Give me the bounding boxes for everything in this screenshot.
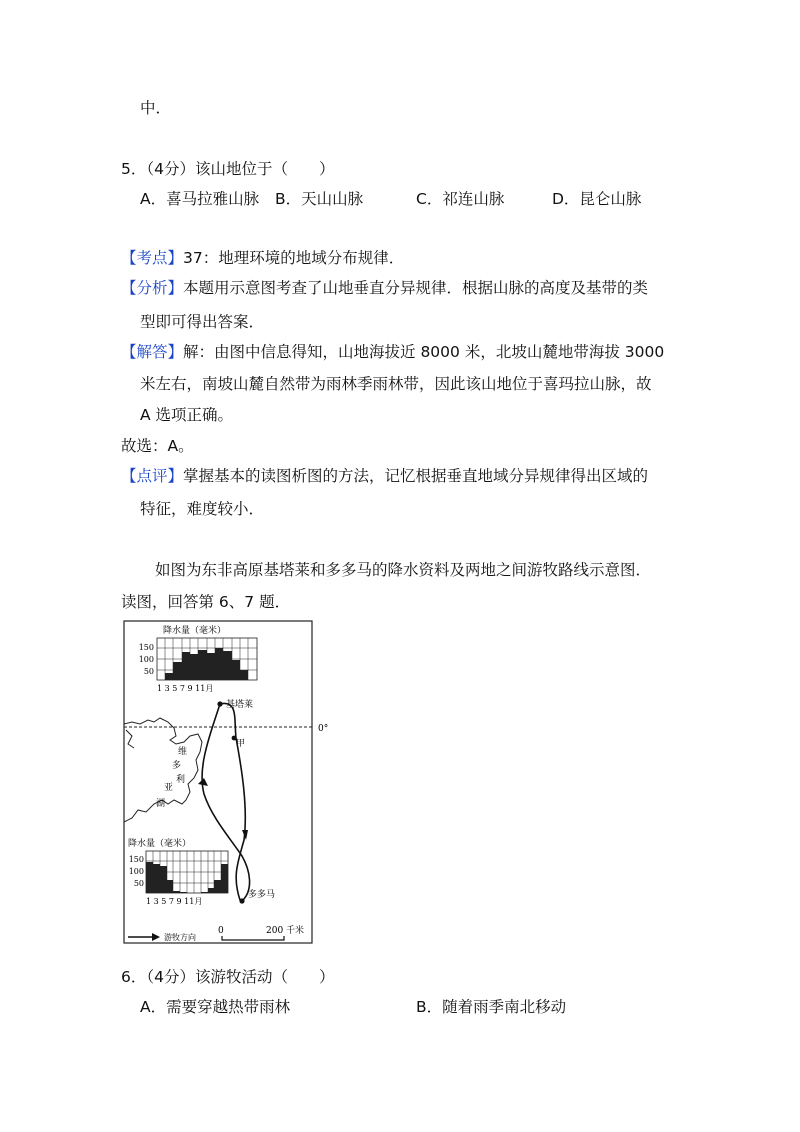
jieda-line-2: 米左右，南坡山麓自然带为雨林季雨林带，因此该山地位于喜玛拉山脉，故	[140, 375, 652, 393]
kitale-label: 基塔莱	[226, 700, 254, 710]
lake-char-5: 湖	[156, 799, 166, 809]
jieda-tag: 【解答】	[121, 343, 184, 361]
jieda-line-3: A 选项正确。	[140, 406, 234, 424]
route-arrow-south	[242, 830, 248, 840]
top-chart-title: 降水量（毫米）	[163, 626, 227, 636]
dianping-line-1	[121, 466, 648, 486]
shore-detail	[126, 730, 134, 748]
lake-char-3: 利	[176, 775, 186, 785]
fenxi-line-2: 型即可得出答案．	[140, 313, 265, 331]
equator-label: 0°	[318, 724, 329, 734]
top-tick-50: 50	[143, 667, 154, 676]
q5-option-b: B．天山山脉	[275, 190, 364, 208]
dianping-text-1: 掌握基本的读图析图的方法，记忆根据垂直地域分异规律得出区域的	[183, 467, 649, 485]
prev-answer-tail: 中．	[140, 99, 172, 117]
jieda-text-1: 解：由图中信息得知，山地海拔近 8000 米，北坡山麓地带海拔 3000	[183, 343, 665, 361]
intro-line-1: 如图为东非高原基塔莱和多多马的降水资料及两地之间游牧路线示意图．	[155, 561, 652, 579]
figure-legend	[128, 924, 304, 942]
scale-end: 200 千米	[266, 926, 305, 936]
fenxi-line-1	[121, 278, 648, 298]
dianping-line-2: 特征，难度较小．	[140, 500, 265, 518]
top-chart-bars	[165, 648, 248, 680]
bottom-tick-50: 50	[133, 879, 144, 888]
fenxi-tag: 【分析】	[121, 279, 184, 297]
top-tick-100: 100	[138, 655, 154, 664]
bottom-chart-xlabels: 1 3 5 7 9 11月	[146, 897, 203, 906]
dodoma-label: 多多马	[248, 890, 276, 900]
question-5-stem: 5．（4分）该山地位于（ ）	[121, 160, 335, 178]
top-chart-xlabels: 1 3 5 7 9 11月	[157, 684, 214, 693]
kaodian-text: 37：地理环境的地域分布规律．	[183, 249, 405, 267]
q5-option-d: D．昆仑山脉	[552, 190, 642, 208]
kitale-rainfall-chart	[139, 624, 257, 693]
point-jia-label: 甲	[236, 739, 246, 749]
fenxi-text-1: 本题用示意图考查了山地垂直分异规律．根据山脉的高度及基带的类	[183, 279, 649, 297]
kaodian-line	[121, 248, 404, 268]
bottom-tick-150: 150	[128, 855, 144, 864]
bottom-chart-title: 降水量（毫米）	[128, 839, 192, 849]
q5-option-c: C．祁连山脉	[416, 190, 505, 208]
kaodian-tag: 【考点】	[121, 249, 184, 267]
legend-route-label: 游牧方向	[164, 933, 196, 942]
scale-zero: 0	[218, 926, 224, 936]
scale-bar	[222, 936, 284, 940]
answer-line: 故选：A。	[121, 437, 194, 455]
jieda-line-1	[121, 342, 664, 362]
dianping-tag: 【点评】	[121, 467, 184, 485]
dodoma-rainfall-chart	[128, 837, 228, 906]
lake-char-1: 维	[178, 747, 188, 757]
legend-route-arrow-icon	[152, 933, 160, 941]
east-africa-figure	[118, 618, 348, 948]
q6-option-a: A．需要穿越热带雨林	[140, 998, 291, 1016]
lake-char-4: 亚	[164, 783, 174, 793]
question-6-stem: 6．（4分）该游牧活动（ ）	[121, 968, 335, 986]
top-tick-150: 150	[138, 643, 154, 652]
bottom-tick-100: 100	[128, 867, 144, 876]
intro-line-2: 读图，回答第 6、7 题．	[121, 593, 291, 611]
q5-option-a: A．喜马拉雅山脉	[140, 190, 260, 208]
lake-char-2: 多	[172, 761, 182, 771]
q6-option-b: B．随着雨季南北移动	[416, 998, 567, 1016]
route-arrow-north	[198, 778, 208, 786]
